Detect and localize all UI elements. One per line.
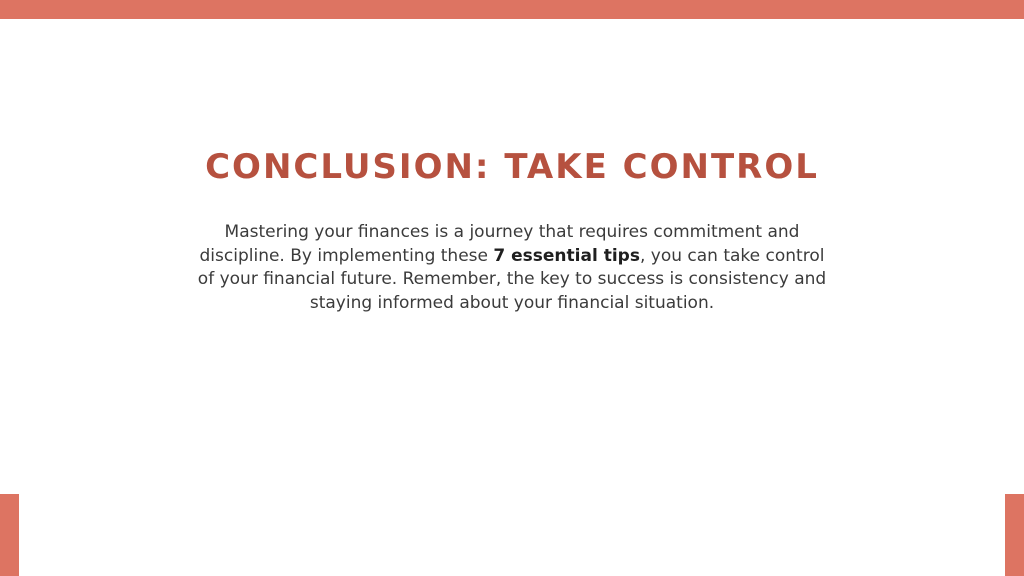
bottom-right-accent-bar (1005, 494, 1024, 576)
paragraph-emphasis: 7 essential tips (493, 245, 640, 266)
bottom-left-accent-bar (0, 494, 19, 576)
paragraph-text-end: , you can take control of your financial future. Remember, the key to success is consistency and staying informed about your financial situation. (197, 245, 827, 313)
slide-paragraph (192, 221, 832, 315)
slide-title: CONCLUSION: TAKE CONTROL (205, 147, 819, 187)
top-accent-bar (0, 0, 1024, 19)
paragraph-text-start: Mastering your finances is a journey that requires commitment and discipline. By implementing these (199, 222, 800, 266)
